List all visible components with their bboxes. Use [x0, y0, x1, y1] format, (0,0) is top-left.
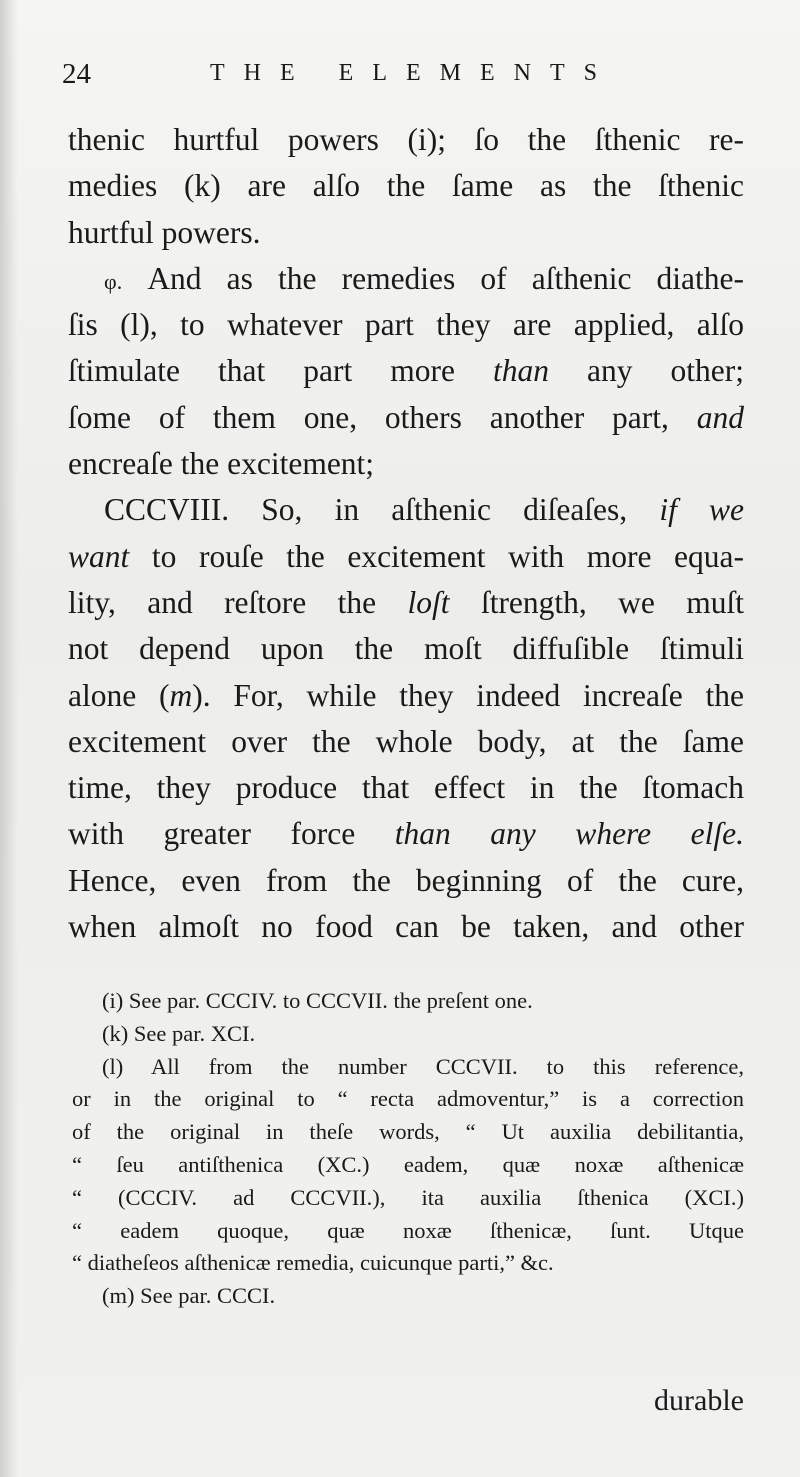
body-line: time, they produce that effect in the ſtomach	[68, 770, 744, 806]
body-line-text: alone (	[68, 677, 170, 713]
italic-text: and	[696, 399, 744, 435]
footnote-m: (m) See par. CCCI.	[102, 1283, 276, 1309]
page-number: 24	[62, 58, 91, 90]
body-line	[68, 811, 744, 857]
body-line-text: And as the remedies of aſthenic diathe-	[147, 260, 745, 296]
body-line-text: ). For, while they indeed increaſe the	[192, 677, 744, 713]
body-line-text: ſtrength, we muſt	[480, 584, 745, 620]
body-line: Hence, even from the beginning of the cure,	[68, 862, 744, 898]
footnote-i: (i) See par. CCCIV. to CCCVII. the preſent one.	[102, 988, 533, 1013]
section-symbol: φ.	[104, 268, 123, 294]
italic-text: m	[169, 677, 193, 713]
body-text	[68, 117, 744, 950]
footnote-line: “ diatheſeos aſthenicæ remedia, cuicunque parti,” &c.	[72, 1250, 554, 1276]
body-line	[68, 534, 744, 580]
italic-text: want	[68, 538, 130, 574]
body-line: medies (k) are alſo the ſame as the ſthenic	[68, 168, 744, 204]
body-line-text: any other;	[587, 353, 745, 389]
body-line: when almoſt no food can be taken, and other	[68, 909, 744, 945]
footnotes	[72, 985, 744, 1313]
paragraph-start: CCCVIII. So, in aſthenic diſeaſes,	[104, 492, 628, 528]
footnote-line: “ (CCCIV. ad CCCVII.), ita auxilia ſthenica (XCI.)	[72, 1184, 744, 1210]
body-line	[68, 673, 744, 719]
italic-text: if we	[659, 492, 744, 528]
italic-text: than any where elſe.	[394, 816, 745, 852]
body-line-text: with greater force	[68, 816, 356, 852]
body-line-text: lity, and reſtore the	[68, 584, 377, 620]
footnote-l: (l) All from the number CCCVII. to this reference,	[102, 1053, 744, 1079]
footnote-line: “ ſeu antiſthenica (XC.) eadem, quæ noxæ aſthenicæ	[72, 1151, 744, 1177]
running-head	[62, 58, 738, 94]
running-head-title: THE ELEMENTS	[210, 60, 616, 86]
body-line	[68, 580, 744, 626]
body-line-text: to rouſe the excitement with more equa-	[151, 538, 744, 574]
body-line: thenic hurtful powers (i); ſo the ſthenic re-	[68, 122, 744, 157]
body-line: excitement over the whole body, at the ſame	[68, 723, 744, 759]
page-gutter-shadow	[0, 0, 18, 1477]
body-line-text: ſome of them one, others another part,	[68, 399, 669, 435]
body-line	[68, 256, 744, 302]
footnote-line: of the original in theſe words, “ Ut auxilia debilitantia,	[72, 1119, 744, 1145]
body-line	[68, 395, 744, 441]
body-line-text: ſtimulate that part more	[68, 353, 455, 389]
body-line	[68, 487, 744, 533]
body-line: hurtful powers.	[68, 214, 261, 250]
italic-text: loſt	[407, 584, 450, 620]
italic-text: than	[493, 353, 550, 389]
body-line: ſis (l), to whatever part they are applied, alſo	[68, 307, 744, 343]
catchword: durable	[654, 1384, 744, 1417]
footnote-line: “ eadem quoque, quæ noxæ ſthenicæ, ſunt. Utque	[72, 1217, 744, 1243]
footnote-line: or in the original to “ recta admoventur,” is a correction	[72, 1086, 744, 1112]
body-line	[68, 348, 744, 394]
footnote-k: (k) See par. XCI.	[102, 1020, 256, 1046]
body-line: encreaſe the excitement;	[68, 446, 375, 482]
body-line: not depend upon the moſt diffuſible ſtimuli	[68, 631, 744, 667]
